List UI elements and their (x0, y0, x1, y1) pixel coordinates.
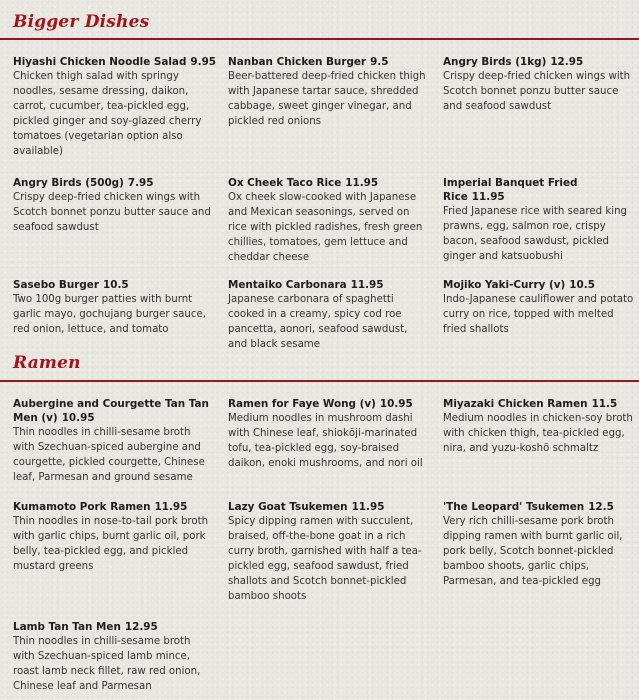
section-title-bigger-dishes: Bigger Dishes (13, 12, 150, 32)
item-price: 9.5 (370, 56, 389, 68)
item-description: Medium noodles in chicken-soy broth with chicken thigh, tea-pickled egg, nira, and yuzu-koshō schmaltz (443, 413, 633, 455)
menu-item (13, 397, 213, 485)
menu-item (443, 397, 635, 456)
item-name: Mojiko Yaki-Curry (v) (443, 279, 566, 291)
menu-item (13, 55, 218, 160)
item-description: Very rich chilli-sesame pork broth dipping ramen with burnt garlic oil, pork belly, Scotch bonnet-pickled bamboo shoots, garlic chips, Parmesan, and tea-pickled egg (443, 516, 623, 588)
item-name: Angry Birds (1kg) (443, 56, 547, 68)
item-price: 12.5 (588, 501, 614, 513)
item-description: Beer-battered deep-fried chicken thigh with Japanese tartar sauce, shredded cabbage, sweet ginger vinegar, and pickled red onions (228, 71, 426, 128)
item-price: 10.95 (379, 398, 413, 410)
item-description: Thin noodles in chilli-sesame broth with Szechuan-spiced aubergine and courgette, pickled courgette, Chinese leaf, Parmesan and ground sesame (13, 427, 205, 484)
item-price: 11.95 (471, 191, 505, 203)
menu-item (228, 176, 428, 265)
item-description: Ox cheek slow-cooked with Japanese and Mexican seasonings, served on rice with pickled radishes, fresh green chillies, tomatoes, gem lettuce and cheddar cheese (228, 192, 423, 264)
item-price: 9.95 (190, 56, 217, 68)
section-divider (0, 38, 639, 40)
item-name: Ramen for Faye Wong (v) (228, 398, 376, 410)
item-description: Thin noodles in chilli-sesame broth with Szechuan-spiced lamb mince, roast lamb neck fillet, raw red onion, Chinese leaf and Parmesan (13, 636, 201, 693)
item-price: 11.95 (351, 501, 385, 513)
menu-item (443, 55, 635, 114)
item-price: 12.95 (550, 56, 584, 68)
item-price: 10.95 (61, 412, 95, 424)
menu-item (13, 620, 213, 694)
item-price: 11.5 (591, 398, 618, 410)
menu-item (228, 278, 428, 352)
menu-item (443, 176, 635, 264)
item-description: Japanese carbonara of spaghetti cooked in a creamy, spicy cod roe pancetta, aonori, seafood sawdust, and black sesame (228, 294, 408, 351)
item-description: Crispy deep-fried chicken wings with Scotch bonnet ponzu butter sauce and seafood sawdust (13, 192, 211, 234)
menu-item (13, 278, 213, 337)
item-name: Hiyashi Chicken Noodle Salad (13, 56, 187, 68)
item-price: 11.95 (154, 501, 188, 513)
item-name: Nanban Chicken Burger (228, 56, 367, 68)
menu-item (13, 176, 213, 235)
menu-item (443, 500, 635, 589)
section-divider (0, 380, 639, 382)
item-name: Aubergine and Courgette Tan Tan Men (v) (13, 398, 209, 424)
item-price: 7.95 (127, 177, 154, 189)
menu-item (443, 278, 635, 337)
item-description: Spicy dipping ramen with succulent, braised, off-the-bone goat in a rich curry broth, garnished with half a tea-pickled egg, seafood sawdust, fried shallots and Scotch bonnet-pickled bamboo shoots (228, 516, 422, 603)
item-price: 10.5 (102, 279, 129, 291)
item-description: Thin noodles in nose-to-tail pork broth with garlic chips, burnt garlic oil, pork belly, tea-pickled egg, and pickled mustard greens (13, 516, 209, 573)
item-name: Miyazaki Chicken Ramen (443, 398, 588, 410)
item-name: Ox Cheek Taco Rice (228, 177, 342, 189)
item-description: Medium noodles in mushroom dashi with Chinese leaf, shiokōji-marinated tofu, tea-pickled egg, soy-braised daikon, enoki mushrooms, and nori oil (228, 413, 423, 470)
menu-item (13, 500, 213, 574)
item-price: 11.95 (350, 279, 384, 291)
item-price: 12.95 (124, 621, 158, 633)
item-price: 11.95 (345, 177, 379, 189)
menu-item (228, 55, 428, 129)
item-name: 'The Leopard' Tsukemen (443, 501, 585, 513)
item-description: Fried Japanese rice with seared king prawns, egg, salmon roe, crispy bacon, seafood sawdust, pickled ginger and katsuobushi (443, 206, 627, 263)
item-name: Mentaiko Carbonara (228, 279, 347, 291)
menu-item (228, 397, 428, 471)
menu-item (228, 500, 428, 605)
item-name: Kumamoto Pork Ramen (13, 501, 151, 513)
section-title-ramen: Ramen (13, 353, 81, 373)
item-description: Two 100g burger patties with burnt garlic mayo, gochujang burger sauce, red onion, lettuce, and tomato (13, 294, 206, 336)
item-description: Crispy deep-fried chicken wings with Scotch bonnet ponzu butter sauce and seafood sawdust (443, 71, 631, 113)
item-name: Sasebo Burger (13, 279, 99, 291)
item-name: Lazy Goat Tsukemen (228, 501, 348, 513)
item-price: 10.5 (569, 279, 595, 291)
item-description: Indo-Japanese cauliflower and potato curry on rice, topped with melted fried shallots (443, 294, 634, 336)
item-name: Imperial Banquet Fried Rice (443, 177, 578, 203)
item-name: Lamb Tan Tan Men (13, 621, 121, 633)
item-description: Chicken thigh salad with springy noodles, sesame dressing, daikon, carrot, cucumber, tea-pickled egg, pickled ginger and soy-glazed cherry tomatoes (vegetarian option also available) (13, 71, 202, 158)
item-name: Angry Birds (500g) (13, 177, 124, 189)
